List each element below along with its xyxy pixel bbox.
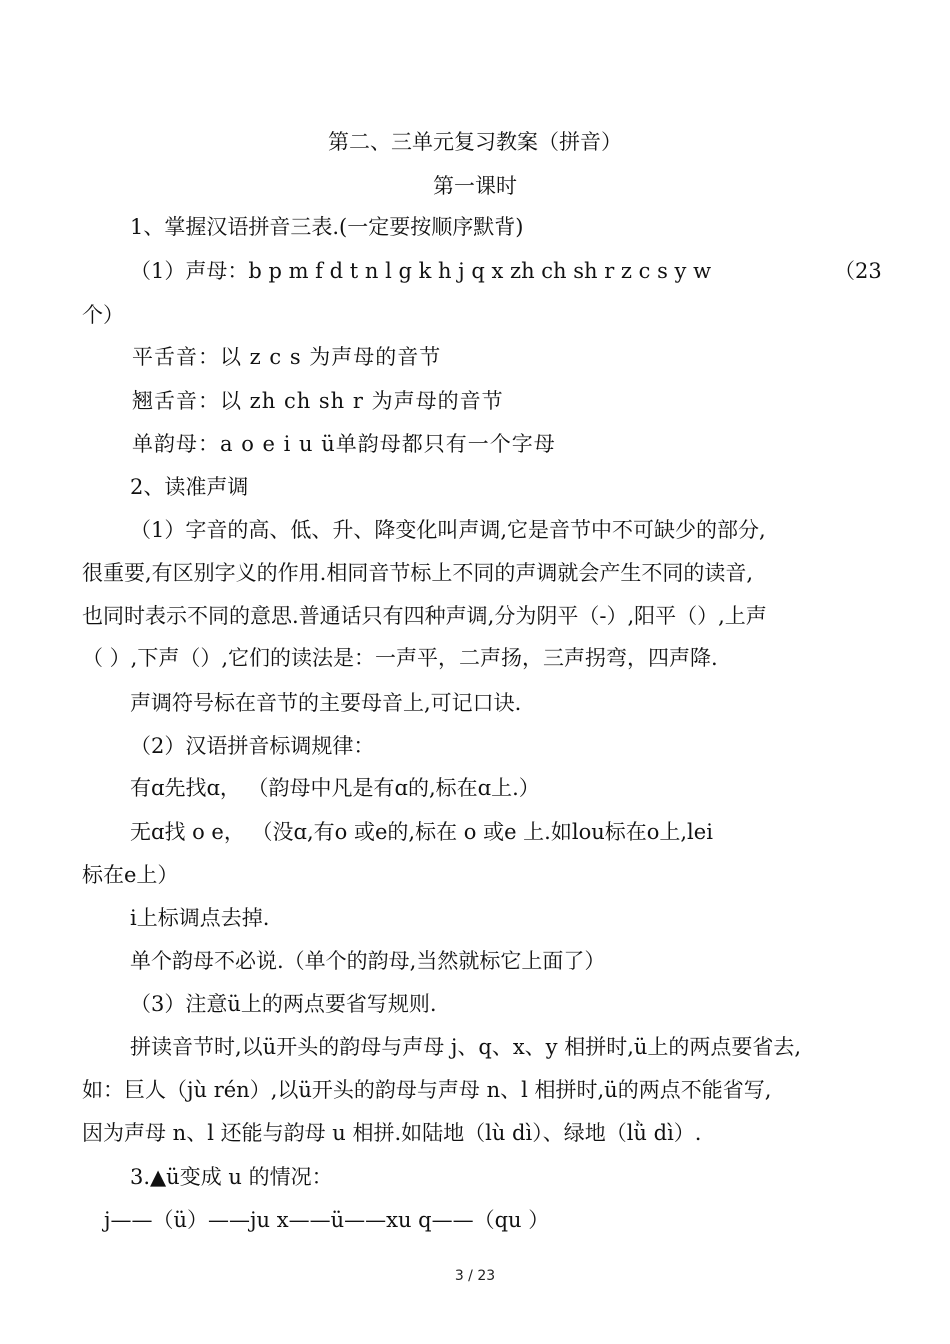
section-heading: 2、读准声调: [130, 475, 249, 499]
text-line: 单韵母：a o e i u ü单韵母都只有一个字母: [132, 432, 556, 456]
text-line: 声调符号标在音节的主要母音上,可记口诀.: [130, 691, 522, 715]
section-heading: 3.▲ü变成 u 的情况：: [130, 1165, 333, 1189]
text-line: （ ）,下声（）,它们的读法是：一声平，二声扬，三声拐弯，四声降.: [82, 646, 718, 670]
text-line: 有ɑ先找ɑ， （韵母中凡是有ɑ的,标在ɑ上.）: [130, 776, 540, 800]
text-line: 个）: [82, 303, 124, 327]
text-line: （1）字音的高、低、升、降变化叫声调,它是音节中不可缺少的部分,: [130, 518, 766, 542]
text-line: 单个韵母不必说.（单个的韵母,当然就标它上面了）: [130, 949, 606, 973]
text-line: i上标调点去掉.: [130, 906, 270, 930]
text-line: j——（ü）——ju x——ü——xu q——（qu ）: [104, 1208, 550, 1232]
text-line: 翘舌音：以 zh ch sh r 为声母的音节: [132, 389, 504, 413]
text-line: （2）汉语拼音标调规律：: [130, 734, 375, 758]
text-line: （23: [834, 259, 882, 283]
text-line: 也同时表示不同的意思.普通话只有四种声调,分为阴平（-）,阳平（）,上声: [82, 604, 767, 628]
text-line: 拼读音节时,以ü开头的韵母与声母 j、q、x、y 相拼时,ü上的两点要省去,: [130, 1035, 802, 1059]
text-line: （1）声母：b p m f d t n l g k h j q x zh ch sh r z c s y w: [130, 259, 712, 283]
text-line: 无ɑ找 o e， （没ɑ,有o 或e的,标在 o 或e 上.如lou标在o上,lei: [130, 820, 713, 844]
text-line: 因为声母 n、l 还能与韵母 u 相拼.如陆地（lù dì）、绿地（lǜ dì）.: [82, 1121, 702, 1145]
page-title: 第二、三单元复习教案（拼音）: [328, 130, 622, 154]
page-number: 3 / 23: [454, 1268, 496, 1284]
text-line: 很重要,有区别字义的作用.相同音节标上不同的声调就会产生不同的读音,: [82, 561, 754, 585]
text-line: 标在e上）: [82, 863, 179, 887]
text-line: 1、掌握汉语拼音三表.(一定要按顺序默背): [130, 215, 524, 239]
text-line: 平舌音：以 z c s 为声母的音节: [132, 345, 442, 369]
page-subtitle: 第一课时: [433, 174, 517, 198]
text-line: （3）注意ü上的两点要省写规则.: [130, 992, 437, 1016]
text-line: 如：巨人（jù rén）,以ü开头的韵母与声母 n、l 相拼时,ü的两点不能省写,: [82, 1078, 772, 1102]
